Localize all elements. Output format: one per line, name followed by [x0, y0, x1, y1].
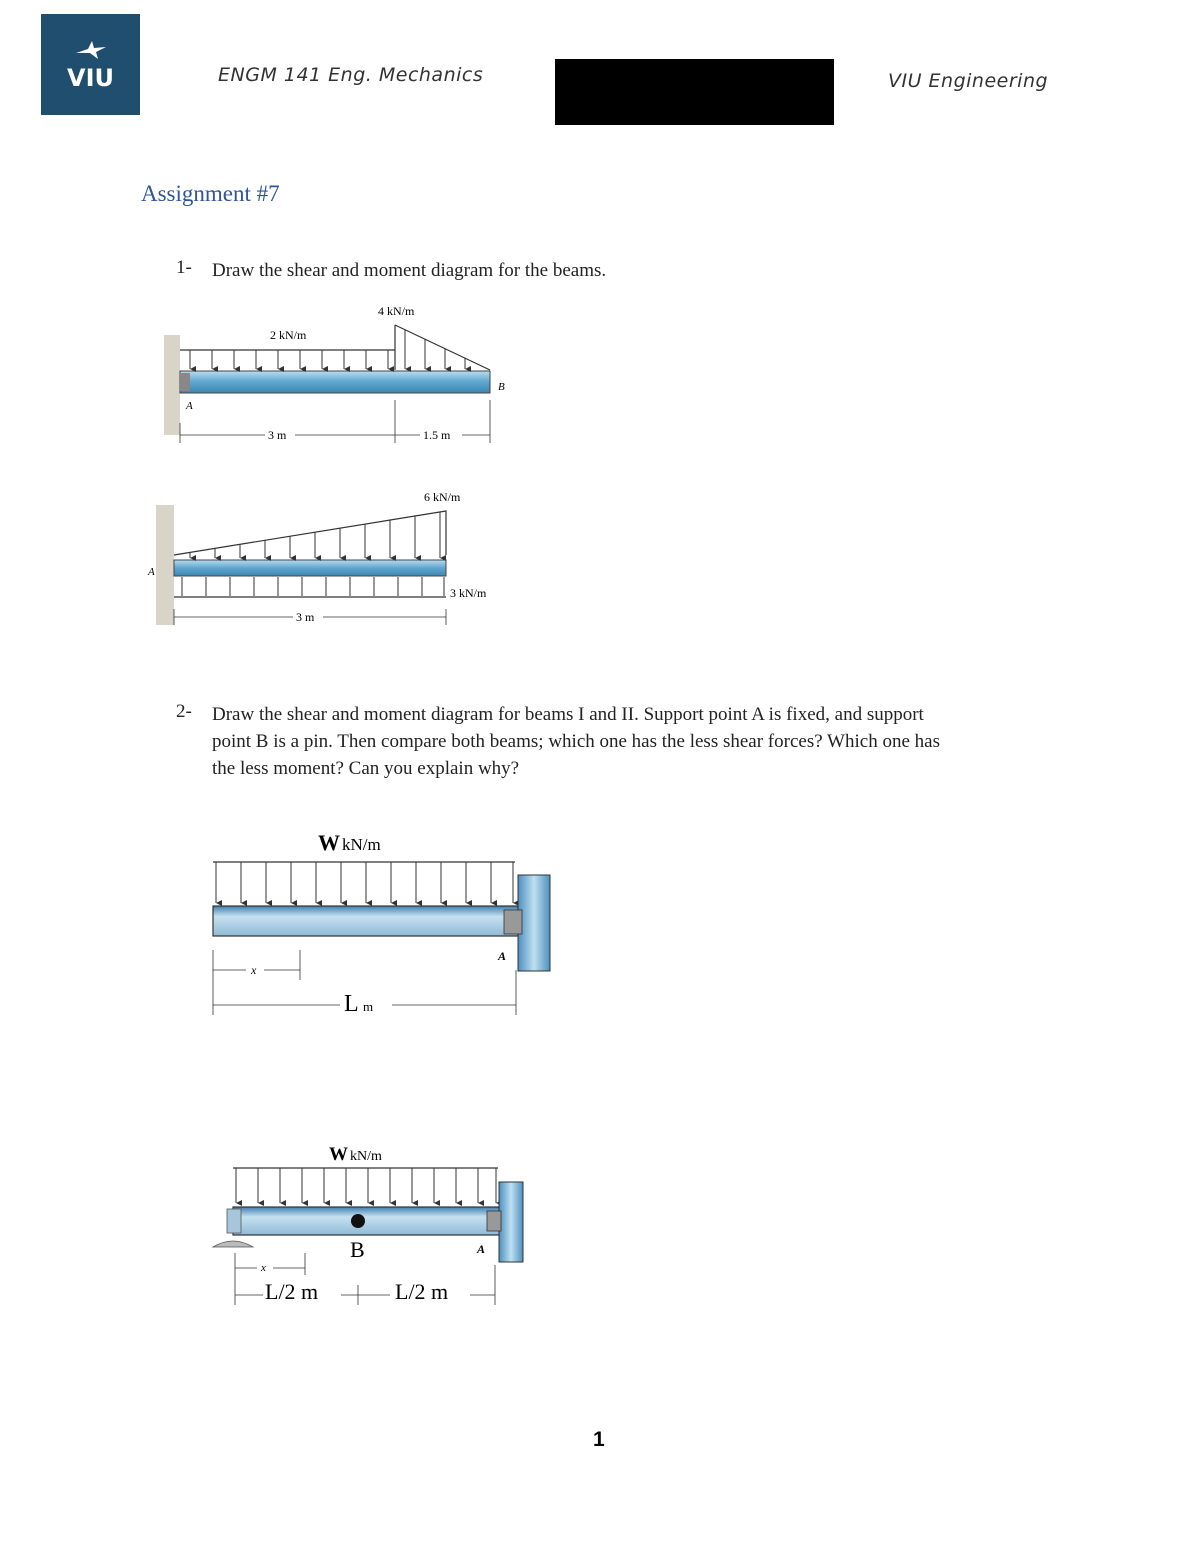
load-unit: kN/m: [350, 1149, 382, 1164]
load-w: W: [318, 830, 340, 855]
figure-3-beam-i: [200, 820, 570, 1025]
bottom-load-arrows: [182, 577, 444, 596]
question-1-text: Draw the shear and moment diagram for the beams.: [212, 260, 607, 281]
label-a: A: [148, 566, 155, 578]
load-label-6kn: 6 kN/m: [424, 490, 461, 504]
dim-l: L: [344, 991, 359, 1017]
page-number: 1: [593, 1428, 605, 1451]
beam: [180, 371, 490, 393]
fixed-connection: [504, 910, 522, 934]
roller-support: [213, 1241, 253, 1247]
question-2-line-3: the less moment? Can you explain why?: [212, 758, 520, 779]
wall-support: [164, 335, 180, 435]
beam: [213, 906, 518, 936]
triangular-load-outline: [395, 325, 490, 370]
triangular-load-arrows: [405, 330, 465, 369]
dim-x: x: [251, 963, 257, 977]
fixed-plate: [180, 373, 190, 391]
load-label-4kn: 4 kN/m: [378, 304, 415, 318]
assignment-title: Assignment #7: [141, 181, 280, 206]
figure-4-beam-ii: [205, 1135, 545, 1310]
column-support: [518, 875, 550, 971]
wall-support: [156, 505, 174, 625]
dim-3m: 3 m: [268, 428, 287, 442]
dim-unit: m: [363, 999, 374, 1014]
question-2-text: [212, 701, 1072, 782]
dim-right: L/2 m: [395, 1279, 449, 1304]
load-label-2kn: 2 kN/m: [270, 328, 307, 342]
course-title: ENGM 141 Eng. Mechanics: [218, 64, 484, 86]
dim-left: L/2 m: [265, 1279, 319, 1304]
load-arrows: [216, 862, 513, 903]
pin-b: [351, 1214, 365, 1228]
top-load-arrows: [190, 512, 440, 558]
beam: [174, 560, 446, 576]
label-b: B: [350, 1237, 365, 1262]
left-end-plate: [227, 1209, 241, 1233]
figure-1-beam: [150, 295, 530, 455]
question-2-line-2: point B is a pin. Then compare both beams; which one has the less shear forces? Which one has: [212, 731, 940, 752]
beam: [233, 1207, 501, 1235]
column-support: [499, 1182, 523, 1262]
department-name: VIU Engineering: [888, 70, 1049, 92]
load-arrows: [236, 1168, 496, 1203]
question-1-number: 1-: [176, 257, 192, 278]
fixed-connection: [487, 1211, 501, 1231]
figure-2-beam: [140, 485, 520, 630]
dim-3m: 3 m: [296, 610, 315, 624]
load-unit: kN/m: [342, 835, 381, 854]
logo-text: VIU: [67, 64, 114, 92]
question-2-line-1: Draw the shear and moment diagram for beams I and II. Support point A is fixed, and support: [212, 704, 924, 725]
label-a: A: [186, 400, 193, 412]
viu-logo: [41, 14, 140, 115]
bird-icon: [74, 39, 108, 61]
dim-x: x: [261, 1262, 266, 1274]
redacted-block: [555, 59, 834, 125]
dim-1-5m: 1.5 m: [423, 428, 451, 442]
label-a: A: [498, 949, 507, 963]
label-a: A: [477, 1242, 486, 1256]
load-label-3kn: 3 kN/m: [450, 586, 487, 600]
question-2-number: 2-: [176, 701, 192, 722]
label-b: B: [498, 381, 505, 393]
load-w: W: [329, 1144, 348, 1165]
uniform-load-arrows: [190, 350, 388, 369]
